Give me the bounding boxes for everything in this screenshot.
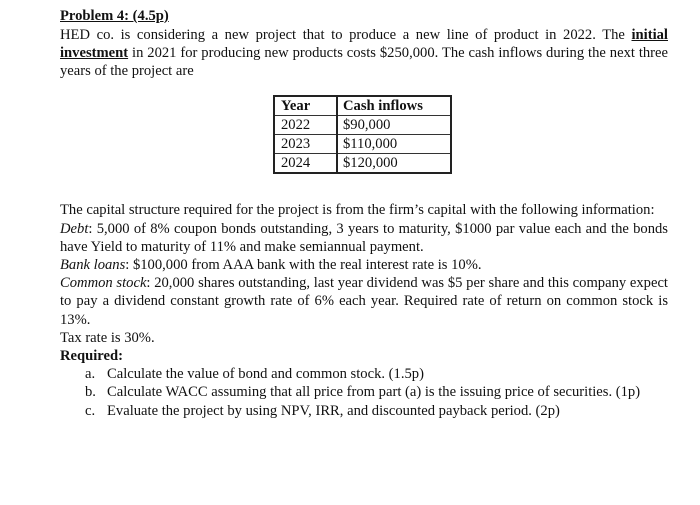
- debt-label: Debt: [60, 220, 89, 237]
- cell-cash: $120,000: [337, 154, 451, 174]
- common-stock-text: : 20,000 shares outstanding, last year dividend was $5 per share and this company expect to pay a dividend constant growth rate of 6% each year. Required rate of return on common stock is 13%.: [60, 275, 668, 328]
- bank-loans-text: : $100,000 from AAA bank with the real interest rate is 10%.: [125, 257, 482, 274]
- list-item: [60, 365, 668, 383]
- header-year: Year: [274, 96, 337, 116]
- cell-year: 2023: [274, 135, 337, 154]
- problem-intro: [60, 26, 668, 81]
- list-marker: c.: [85, 402, 96, 419]
- list-item: [60, 383, 668, 401]
- list-item-text: Evaluate the project by using NPV, IRR, and discounted payback period. (2p): [107, 402, 560, 419]
- required-heading: Required:: [60, 348, 123, 365]
- table-row: [274, 115, 451, 134]
- list-item-text: Calculate WACC assuming that all price from part (a) is the issuing price of securities. (1p): [107, 384, 641, 401]
- intro-text-a: HED co. is considering a new project that to produce a new line of product in 2022. The: [60, 27, 632, 43]
- header-cash-inflows: Cash inflows: [337, 96, 451, 116]
- debt-paragraph: [60, 220, 668, 256]
- problem-title: Problem 4: (4.5p): [60, 8, 169, 24]
- debt-text: : 5,000 of 8% coupon bonds outstanding, 3 years to maturity, $1000 par value each and the bonds have Yield to maturity of 11% and make semiannual payment.: [60, 220, 668, 255]
- cell-year: 2022: [274, 115, 337, 134]
- table-header-row: [274, 96, 451, 116]
- tax-rate: Tax rate is 30%.: [60, 329, 155, 346]
- intro-text-b: in 2021 for producing new products costs $250,000. The cash inflows during the next three years of the project are: [60, 45, 668, 80]
- list-marker: a.: [85, 366, 96, 383]
- list-item-text: Calculate the value of bond and common stock. (1.5p): [107, 366, 424, 383]
- list-item: [60, 402, 668, 420]
- cell-cash: $110,000: [337, 135, 451, 154]
- cell-year: 2024: [274, 154, 337, 174]
- common-stock-label: Common stock: [60, 275, 147, 292]
- common-stock-paragraph: [60, 274, 668, 329]
- capital-structure-intro: The capital structure required for the project is from the firm’s capital with the following information:: [60, 202, 655, 219]
- bank-loans-paragraph: [60, 256, 668, 274]
- table-row: [274, 154, 451, 174]
- document-page: [60, 7, 668, 420]
- cash-inflow-table: [273, 95, 452, 175]
- initial-investment-term: initial investment: [60, 27, 668, 62]
- cell-cash: $90,000: [337, 115, 451, 134]
- required-list: [60, 365, 668, 420]
- bank-loans-label: Bank loans: [60, 257, 126, 274]
- table-row: [274, 135, 451, 154]
- list-marker: b.: [85, 384, 96, 401]
- cash-inflow-table-wrapper: [273, 95, 668, 175]
